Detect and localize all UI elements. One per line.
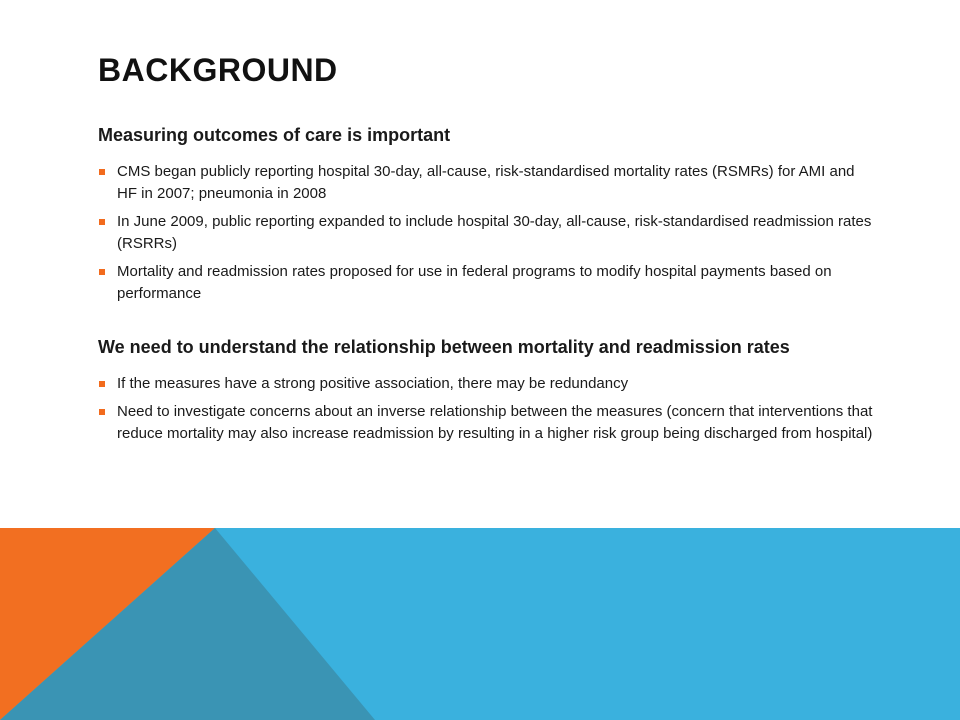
bullet-item — [98, 373, 878, 395]
bullet-text: Mortality and readmission rates proposed for use in federal programs to modify hospital payments based on performance — [117, 263, 832, 302]
square-bullet-icon — [99, 169, 105, 175]
bullet-text: Need to investigate concerns about an inverse relationship between the measures (concern that interventions that reduce mortality may also increase readmission by resulting in a higher risk group being discharged from hospital) — [117, 403, 873, 442]
bullet-item — [98, 401, 878, 445]
section-heading: Measuring outcomes of care is important — [98, 125, 451, 145]
bullet-item — [98, 211, 878, 255]
slide-title: BACKGROUND — [98, 52, 338, 88]
section-heading: We need to understand the relationship between mortality and readmission rates — [98, 337, 790, 357]
slide-content — [98, 123, 878, 451]
bullet-item — [98, 261, 878, 305]
bullet-item — [98, 161, 878, 205]
bullet-text: If the measures have a strong positive association, there may be redundancy — [117, 375, 629, 392]
square-bullet-icon — [99, 381, 105, 387]
square-bullet-icon — [99, 219, 105, 225]
bullet-list — [98, 161, 878, 305]
bullet-text: CMS began publicly reporting hospital 30-day, all-cause, risk-standardised mortality rates (RSMRs) for AMI and HF in 2007; pneumonia in 2008 — [117, 163, 855, 202]
section-relationship — [98, 335, 878, 445]
decorative-footer-band — [0, 528, 960, 720]
section-outcomes — [98, 123, 878, 305]
bullet-text: In June 2009, public reporting expanded to include hospital 30-day, all-cause, risk-standardised readmission rates (RSRRs) — [117, 213, 872, 252]
bullet-list — [98, 373, 878, 445]
geometric-footer-graphic — [0, 528, 960, 720]
square-bullet-icon — [99, 269, 105, 275]
square-bullet-icon — [99, 409, 105, 415]
